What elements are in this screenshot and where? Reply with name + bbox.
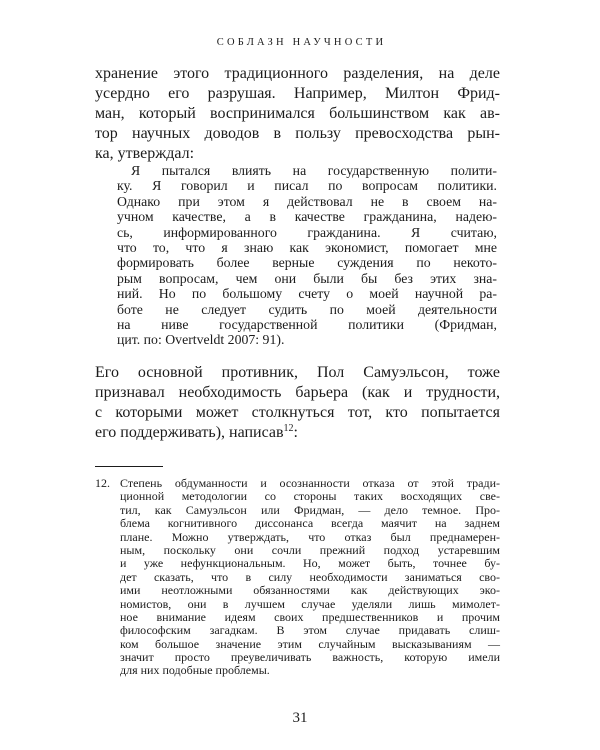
footnote-line: философским загадкам. В этом случае придавать слиш- bbox=[120, 623, 500, 638]
body-line: усердно его разрушая. Например, Милтон Фрид- bbox=[95, 85, 500, 102]
footnote-line: для них подобные проблемы. bbox=[120, 663, 270, 678]
footnote-line: ное внимание идеям своих предшественников и прочим bbox=[120, 609, 500, 624]
footnote-line: ционной методологии со стороны таких восходящих све- bbox=[120, 489, 500, 504]
footnote-line: номистов, они в лучшем случае уделяли лишь мимолет- bbox=[120, 596, 500, 611]
quote-line: ний. Но по большому счету о моей научной ра- bbox=[117, 286, 497, 302]
body-line bbox=[95, 423, 500, 443]
body-line-text: его поддерживать), написав bbox=[95, 424, 284, 441]
block-quote bbox=[117, 163, 497, 348]
quote-line: формировать более верные суждения по некото- bbox=[117, 255, 497, 271]
body-line: признавал необходимость барьера (как и трудности, bbox=[95, 384, 500, 401]
quote-line: ку. Я говорил и писал по вопросам политики. bbox=[117, 178, 497, 194]
quote-line: рым вопросам, чем они были бы без этих зна- bbox=[117, 270, 497, 286]
quote-line: учном качестве, а в качестве гражданина, надею- bbox=[117, 209, 497, 225]
footnote-line: значит просто преувеличивать важность, которую имели bbox=[120, 650, 500, 665]
body-line: тор научных доводов в пользу превосходства рын- bbox=[95, 125, 500, 142]
quote-line: Я пытался влиять на государственную полити- bbox=[131, 163, 497, 178]
footnote-line: ным, поскольку они сочли прежний подход устаревшим bbox=[120, 542, 500, 557]
page-number: 31 bbox=[292, 710, 308, 726]
body-line: хранение этого традиционного разделения, на деле bbox=[95, 65, 500, 82]
footnote-separator bbox=[95, 466, 163, 467]
footnote bbox=[120, 477, 500, 678]
footnote-line: тил, как Самуэльсон или Фридман, — дело темное. Про- bbox=[120, 502, 500, 517]
footnote-line: ком большое значение этим случайным высказываниям — bbox=[120, 636, 500, 651]
footnote-line: ими неотложными обязанностями как действующих эко- bbox=[120, 583, 500, 598]
quote-line: боте не следует судить по моей деятельности bbox=[117, 301, 497, 317]
body-line: Его основной противник, Пол Самуэльсон, тоже bbox=[95, 364, 500, 381]
running-head: СОБЛАЗН НАУЧНОСТИ bbox=[216, 37, 387, 48]
quote-line: Однако при этом я действовал не в своем на- bbox=[117, 193, 497, 209]
paragraph-2 bbox=[95, 363, 500, 443]
footnote-line: дет сказать, что в силу необходимости заниматься сво- bbox=[120, 569, 500, 584]
body-line: ка, утверждал: bbox=[95, 145, 195, 162]
quote-line: цит. по: Overtveldt 2007: 91). bbox=[117, 332, 285, 348]
paragraph-1 bbox=[95, 64, 500, 164]
quote-line: сь, информированного гражданина. Я считаю, bbox=[117, 224, 497, 240]
footnote-line: и уже нефункциональным. Но, может быть, точнее бу- bbox=[120, 556, 500, 571]
footnote-line: плане. Можно утверждать, что отказ был преднамерен- bbox=[120, 529, 500, 544]
quote-line: что то, что я знаю как экономист, помогает мне bbox=[117, 239, 497, 255]
footnote-number: 12. bbox=[95, 476, 110, 490]
body-line: с которыми может столкнуться тот, кто попытается bbox=[95, 404, 500, 421]
body-line: ман, который воспринимался большинством как ав- bbox=[95, 105, 500, 122]
footnote-line: Степень обдуманности и осознанности отказа от этой тради- bbox=[120, 476, 500, 490]
body-line-punctuation: : bbox=[293, 424, 298, 441]
quote-line: на ниве государственной политики (Фридман, bbox=[117, 316, 497, 332]
footnote-line: блема когнитивного диссонанса всегда маячит на заднем bbox=[120, 516, 500, 531]
footnote-reference[interactable]: 12 bbox=[283, 423, 294, 434]
